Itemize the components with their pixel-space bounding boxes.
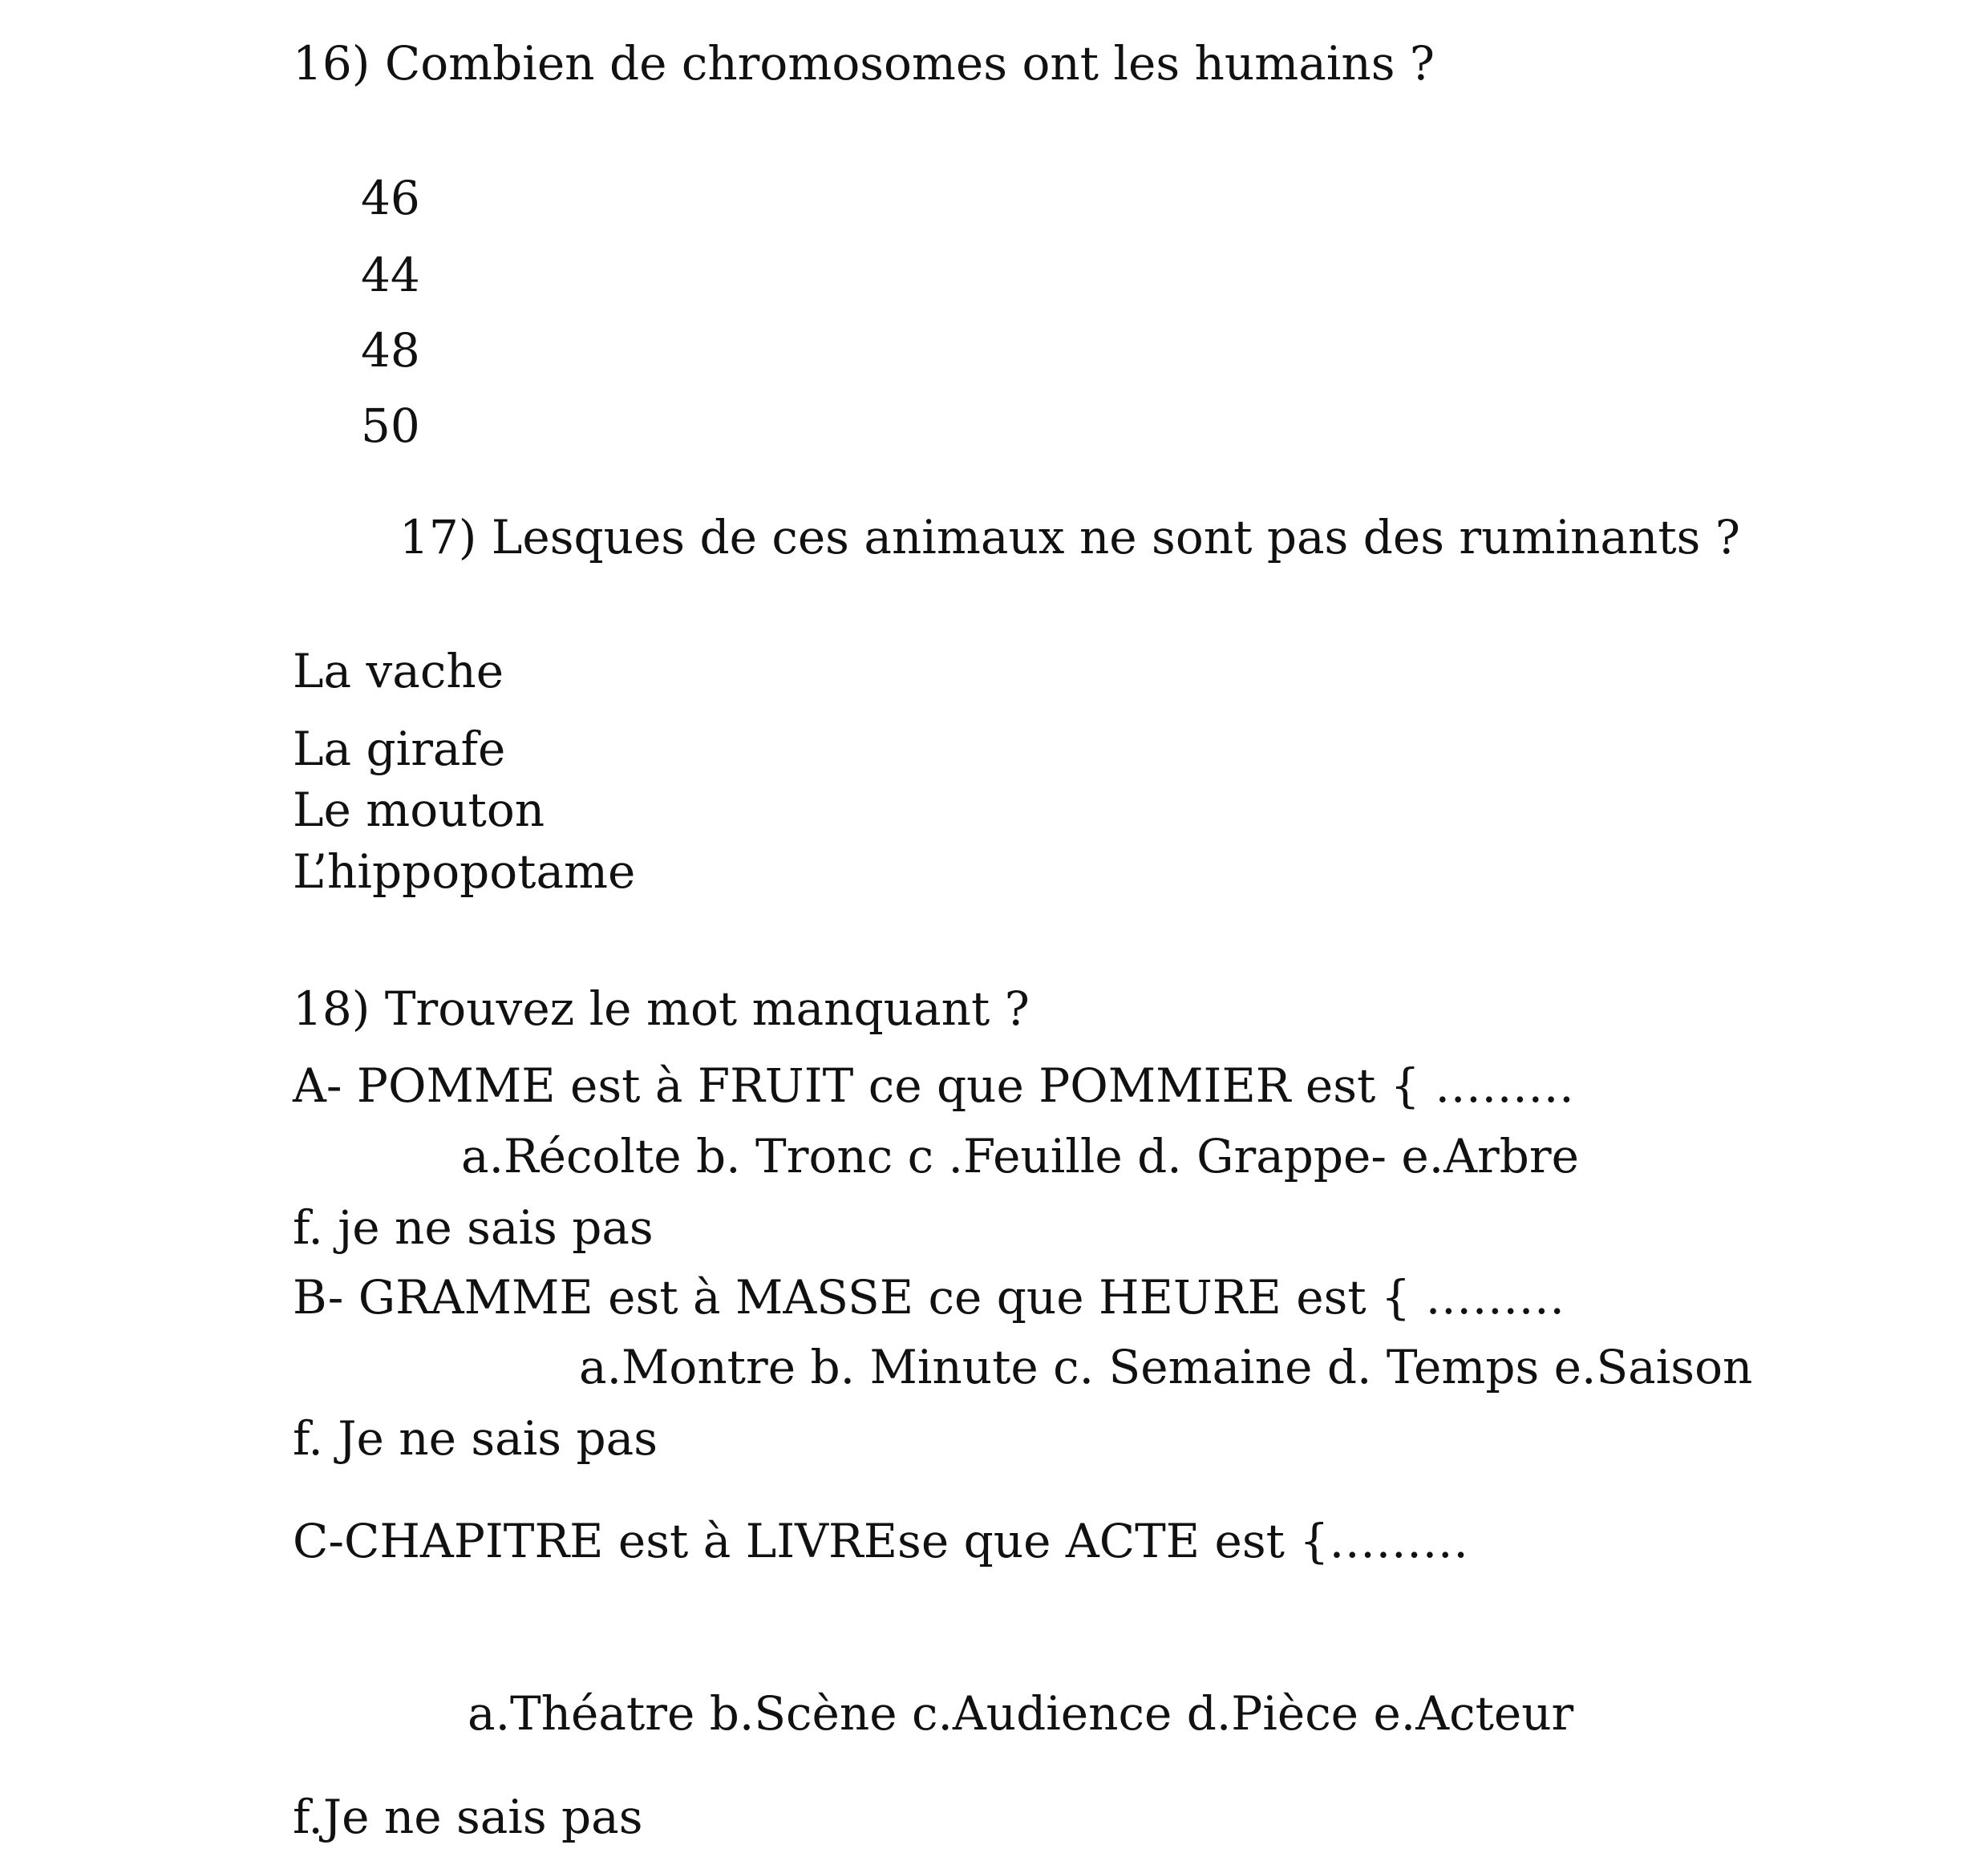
- q16-option-2: 44: [361, 248, 420, 302]
- q18-a-prompt: A- POMME est à FRUIT ce que POMMIER est { ………: [293, 1058, 1575, 1113]
- q17-option-3: Le mouton: [293, 783, 545, 837]
- q16-option-3: 48: [361, 323, 420, 378]
- question-18: 18) Trouvez le mot manquant ?: [293, 981, 1030, 1036]
- q18-c-dontknow: f.Je ne sais pas: [293, 1790, 643, 1844]
- q18-c-choices: a.Théatre b.Scène c.Audience d.Pièce e.Acteur: [468, 1686, 1574, 1741]
- q18-a-choices: a.Récolte b. Tronc c .Feuille d. Grappe- e.Arbre: [461, 1129, 1579, 1183]
- q16-option-1: 46: [361, 171, 420, 225]
- q16-option-4: 50: [361, 398, 420, 453]
- q17-option-2: La girafe: [293, 722, 506, 776]
- q18-b-prompt: B- GRAMME est à MASSE ce que HEURE est { ………: [293, 1270, 1565, 1325]
- q18-a-dontknow: f. je ne sais pas: [293, 1200, 654, 1255]
- question-17: 17) Lesques de ces animaux ne sont pas des ruminants ?: [399, 510, 1740, 564]
- q18-c-prompt: C-CHAPITRE est à LIVREse que ACTE est {………: [293, 1514, 1469, 1568]
- q17-option-4: L’hippopotame: [293, 844, 636, 899]
- q17-option-1: La vache: [293, 644, 504, 698]
- q18-b-choices: a.Montre b. Minute c. Semaine d. Temps e.Saison: [579, 1340, 1753, 1394]
- q18-b-dontknow: f. Je ne sais pas: [293, 1411, 658, 1466]
- question-16: 16) Combien de chromosomes ont les humains ?: [293, 36, 1435, 91]
